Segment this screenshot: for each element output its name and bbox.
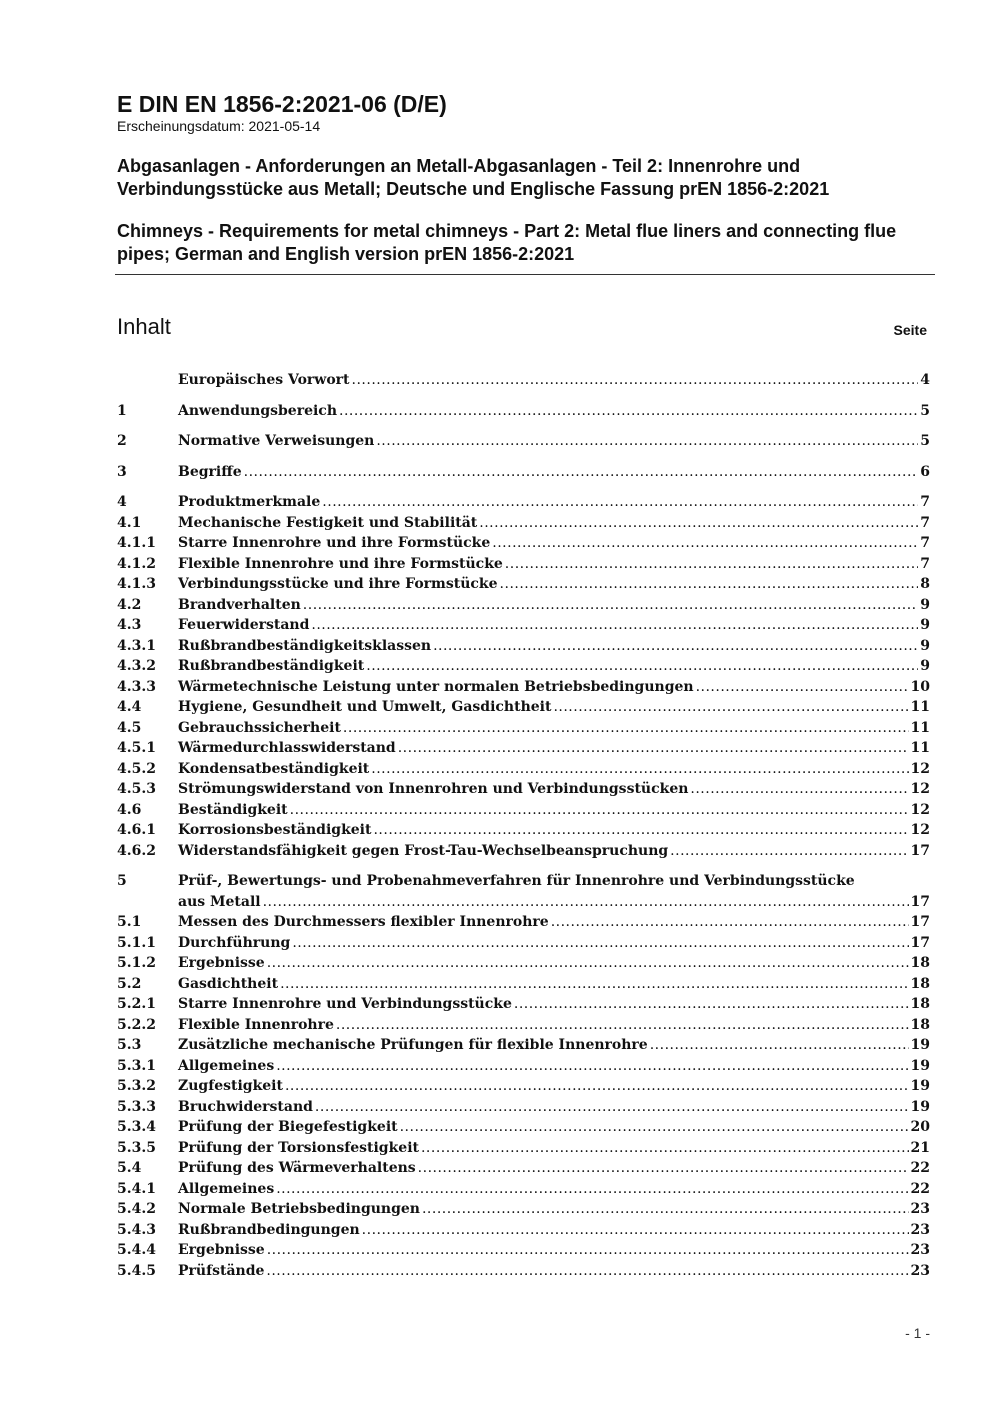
toc-entry-page: 7 (920, 535, 930, 551)
toc-entry-number: 5.3.2 (117, 1078, 156, 1094)
toc-leader-dots (322, 492, 918, 513)
toc-entry-title: Europäisches Vorwort (178, 372, 350, 388)
toc-entry-number: 4.3.2 (117, 658, 156, 674)
toc-entry[interactable] (117, 492, 930, 513)
toc-entry-page: 19 (910, 1057, 930, 1074)
toc-heading-row (117, 312, 927, 342)
toc-entry-page: 21 (910, 1139, 930, 1156)
toc-entry-title: Zusätzliche mechanische Prüfungen für flexible Innenrohre (178, 1037, 648, 1053)
toc-entry-title: Rußbrandbeständigkeitsklassen (178, 637, 432, 654)
toc-entry-title: Strömungswiderstand von Innenrohren und Verbindungsstücken (178, 781, 689, 797)
page-number: - 1 - (905, 1325, 930, 1341)
toc-entry-number: 4.5 (117, 719, 142, 736)
toc-leader-dots (280, 974, 908, 995)
toc-entry-title: Brandverhalten (178, 596, 301, 613)
toc-entry-page: 19 (910, 1098, 930, 1115)
document-id: E DIN EN 1856-2:2021-06 (D/E) (117, 91, 447, 117)
toc-entry-page: 17 (910, 842, 930, 859)
toc-entry-title: Messen des Durchmessers flexibler Innenrohre (178, 914, 549, 930)
toc-entry-page: 11 (910, 740, 930, 756)
toc-entry[interactable] (117, 1179, 930, 1200)
toc-leader-dots (303, 595, 918, 616)
toc-entry-number: 5.4.3 (117, 1221, 156, 1238)
toc-entry-number: 4.4 (117, 699, 142, 715)
toc-entry-number: 4.3.1 (117, 637, 156, 654)
toc-entry-title: Normale Betriebsbedingungen (178, 1201, 420, 1217)
toc-entry-number: 4 (117, 494, 127, 510)
toc-entry[interactable] (117, 974, 930, 995)
toc-entry-title: Korrosionsbeständigkeit (178, 822, 372, 838)
toc-entry-number: 5.1.1 (117, 934, 156, 951)
toc-entry[interactable] (117, 697, 930, 718)
toc-entry-number: 4.1.2 (117, 555, 156, 572)
toc-leader-dots (263, 892, 909, 913)
toc-leader-dots (418, 1158, 909, 1179)
toc-leader-dots (371, 759, 908, 780)
toc-entry[interactable] (117, 800, 930, 821)
toc-entry[interactable] (117, 759, 930, 780)
toc-leader-dots (343, 718, 909, 739)
toc-entry-number: 5.3.3 (117, 1098, 156, 1115)
toc-entry-number: 4.5.3 (117, 781, 156, 797)
toc-leader-dots (267, 1240, 909, 1261)
toc-entry[interactable] (117, 1220, 930, 1241)
toc-entry-number: 4.3.3 (117, 678, 156, 695)
toc-entry-page: 23 (910, 1201, 930, 1217)
toc-entry-page: 12 (910, 760, 930, 777)
toc-leader-dots (492, 533, 918, 554)
toc-entry-title: Kondensatbeständigkeit (178, 760, 370, 777)
toc-leader-dots (400, 1117, 909, 1138)
toc-entry-number: 5.3 (117, 1037, 142, 1053)
toc-leader-dots (690, 779, 908, 800)
toc-entry[interactable] (117, 841, 930, 862)
toc-entry-number: 4.5.1 (117, 740, 156, 756)
document-header (117, 90, 935, 266)
toc-leader-dots (376, 431, 918, 452)
toc-entry-title: Produktmerkmale (178, 494, 321, 510)
toc-entry[interactable] (117, 1261, 930, 1282)
toc-entry-number: 4.1 (117, 514, 142, 531)
toc-entry-number: 4.6 (117, 801, 142, 818)
toc-entry-page: 6 (920, 463, 930, 480)
toc-leader-dots (244, 462, 919, 483)
toc-entry-number: 5.2 (117, 975, 142, 992)
toc-entry-page: 23 (910, 1221, 930, 1238)
toc-leader-dots (650, 1035, 909, 1056)
toc-entry[interactable] (117, 1158, 930, 1179)
toc-entry[interactable] (117, 1015, 930, 1036)
toc-leader-dots (315, 1097, 909, 1118)
toc-entry-page: 4 (920, 372, 930, 388)
toc-entry-number: 5.3.1 (117, 1057, 156, 1074)
toc-leader-dots (514, 994, 909, 1015)
toc-entry-title: Begriffe (178, 463, 242, 480)
toc-leader-dots (433, 636, 918, 657)
toc-entry-number: 5.4.1 (117, 1180, 156, 1197)
toc-entry-page: 5 (920, 433, 930, 449)
toc-leader-dots (373, 820, 908, 841)
toc-entry-page: 5 (920, 402, 930, 419)
toc-entry-title: Anwendungsbereich (178, 402, 337, 419)
toc-leader-dots (505, 554, 918, 575)
toc-entry[interactable] (117, 656, 930, 677)
toc-heading: Inhalt (117, 314, 171, 339)
toc-entry-page: 18 (910, 975, 930, 992)
toc-entry[interactable] (117, 1240, 930, 1261)
toc-entry-number: 5.1.2 (117, 955, 156, 971)
toc-entry-title: Zugfestigkeit (178, 1078, 283, 1094)
toc-entry-title: Rußbrandbeständigkeit (178, 658, 365, 674)
toc-entry[interactable] (117, 401, 930, 422)
toc-entry[interactable] (117, 431, 930, 452)
table-of-contents (117, 370, 930, 1281)
toc-entry-title: Ergebnisse (178, 1242, 265, 1258)
toc-entry-title: Allgemeines (178, 1180, 275, 1197)
toc-leader-dots (266, 1261, 908, 1282)
toc-leader-dots (362, 1220, 909, 1241)
toc-entry-number: 4.3 (117, 617, 142, 633)
toc-entry-title: Bruchwiderstand (178, 1098, 313, 1115)
toc-entry-page: 20 (910, 1119, 930, 1135)
toc-entry-title: Normative Verweisungen (178, 433, 375, 449)
toc-entry-page: 7 (920, 494, 930, 510)
toc-entry[interactable] (117, 912, 930, 933)
toc-entry-number: 5.4.5 (117, 1262, 156, 1279)
toc-leader-dots (366, 656, 918, 677)
toc-entry[interactable] (117, 738, 930, 759)
toc-entry-title: Prüfung der Biegefestigkeit (178, 1119, 398, 1135)
toc-entry-number: 1 (117, 402, 127, 419)
toc-entry-page: 9 (920, 637, 930, 654)
toc-entry[interactable] (117, 820, 930, 841)
toc-leader-dots (479, 513, 918, 534)
toc-entry-page: 12 (910, 801, 930, 818)
toc-entry-number: 5.4.4 (117, 1242, 156, 1258)
toc-entry[interactable] (117, 533, 930, 554)
toc-leader-dots (398, 738, 909, 759)
toc-entry-title: Wärmedurchlasswiderstand (178, 740, 396, 756)
toc-entry[interactable] (117, 718, 930, 739)
toc-entry-number: 5 (117, 873, 127, 889)
toc-leader-dots (292, 933, 908, 954)
toc-entry[interactable] (117, 1097, 930, 1118)
toc-entry[interactable] (117, 370, 930, 391)
toc-entry-page: 18 (910, 1016, 930, 1033)
toc-entry-title: Prüf-, Bewertungs- und Probenahmeverfahren für Innenrohre und Verbindungsstücke (178, 873, 855, 889)
toc-entry[interactable] (117, 1138, 930, 1159)
toc-entry-page: 9 (920, 596, 930, 613)
toc-entry[interactable] (117, 1035, 930, 1056)
toc-entry-page: 9 (920, 617, 930, 633)
toc-leader-dots (500, 574, 919, 595)
toc-entry[interactable] (117, 554, 930, 575)
toc-entry-page: 11 (910, 699, 930, 715)
toc-leader-dots (290, 800, 909, 821)
toc-entry-number: 5.2.1 (117, 996, 156, 1012)
toc-entry-page: 23 (910, 1242, 930, 1258)
toc-entry[interactable] (117, 1117, 930, 1138)
toc-entry-title: Feuerwiderstand (178, 617, 310, 633)
toc-entry-number: 4.5.2 (117, 760, 156, 777)
toc-entry-title: Starre Innenrohre und ihre Formstücke (178, 535, 491, 551)
toc-leader-dots (553, 697, 908, 718)
toc-leader-dots (421, 1138, 909, 1159)
toc-entry[interactable] (117, 1056, 930, 1077)
toc-entry-page: 9 (920, 658, 930, 674)
toc-leader-dots (276, 1179, 908, 1200)
toc-entry-page: 18 (910, 996, 930, 1012)
toc-entry[interactable] (117, 953, 930, 974)
toc-entry-page: 22 (910, 1160, 930, 1176)
toc-entry-title: Allgemeines (178, 1057, 275, 1074)
toc-entry-number: 4.1.1 (117, 535, 156, 551)
toc-entry-page: 19 (910, 1037, 930, 1053)
toc-entry-number: 5.3.4 (117, 1119, 156, 1135)
toc-leader-dots (285, 1076, 909, 1097)
toc-entry[interactable] (117, 677, 930, 698)
toc-entry-title: Prüfstände (178, 1262, 265, 1279)
toc-entry-title: Verbindungsstücke und ihre Formstücke (178, 576, 498, 592)
toc-entry-title: Ergebnisse (178, 955, 265, 971)
toc-entry-number: 5.1 (117, 914, 142, 930)
toc-entry-page: 23 (910, 1262, 930, 1279)
toc-entry-title: Prüfung des Wärmeverhaltens (178, 1160, 416, 1176)
toc-entry[interactable] (117, 574, 930, 595)
toc-entry-page: 7 (920, 555, 930, 572)
toc-leader-dots (551, 912, 909, 933)
toc-entry-number: 4.6.2 (117, 842, 156, 859)
toc-leader-dots (670, 841, 908, 862)
toc-entry[interactable] (117, 595, 930, 616)
toc-entry-number: 2 (117, 433, 127, 449)
publication-date: Erscheinungsdatum: 2021-05-14 (117, 118, 321, 134)
toc-entry-page: 11 (910, 719, 930, 736)
toc-entry-page: 22 (910, 1180, 930, 1197)
toc-leader-dots (352, 370, 919, 391)
toc-entry-title: Gebrauchssicherheit (178, 719, 341, 736)
toc-entry[interactable] (117, 871, 930, 912)
toc-entry-page: 8 (920, 576, 930, 592)
toc-leader-dots (422, 1199, 909, 1220)
toc-entry[interactable] (117, 1199, 930, 1220)
toc-entry-number: 5.2.2 (117, 1016, 156, 1033)
toc-entry[interactable] (117, 933, 930, 954)
toc-entry-number: 5.4 (117, 1160, 142, 1176)
toc-leader-dots (336, 1015, 909, 1036)
toc-entry-title: Widerstandsfähigkeit gegen Frost-Tau-Wechselbeanspruchung (178, 842, 669, 859)
toc-leader-dots (311, 615, 918, 636)
toc-entry[interactable] (117, 994, 930, 1015)
toc-entry-number: 5.3.5 (117, 1139, 156, 1156)
toc-leader-dots (267, 953, 909, 974)
toc-entry[interactable] (117, 513, 930, 534)
header-divider (115, 274, 935, 275)
toc-entry-page: 19 (910, 1078, 930, 1094)
toc-entry-title: Durchführung (178, 934, 291, 951)
toc-entry[interactable] (117, 779, 930, 800)
toc-entry-title: Mechanische Festigkeit und Stabilität (178, 514, 478, 531)
toc-entry-page: 7 (920, 514, 930, 531)
toc-entry-title: Wärmetechnische Leistung unter normalen Betriebsbedingungen (178, 678, 694, 695)
toc-entry-title: Rußbrandbedingungen (178, 1221, 360, 1238)
toc-entry-title: Flexible Innenrohre (178, 1016, 334, 1033)
toc-entry-page: 10 (910, 678, 930, 695)
toc-entry-page: 12 (910, 822, 930, 838)
toc-entry[interactable] (117, 1076, 930, 1097)
toc-page-column-label: Seite (893, 322, 927, 338)
toc-entry-number: 4.2 (117, 596, 142, 613)
title-english: Chimneys - Requirements for metal chimneys - Part 2: Metal flue liners and connecting flue pipes; German and English version prEN 1856-2:2021 (117, 221, 897, 264)
toc-entry-number: 4.1.3 (117, 576, 156, 592)
title-german: Abgasanlagen - Anforderungen an Metall-Abgasanlagen - Teil 2: Innenrohre und Verbindungsstücke aus Metall; Deutsche und Englische Fassung prEN 1856-2:2021 (117, 156, 830, 199)
toc-entry-title: Prüfung der Torsionsfestigkeit (178, 1139, 419, 1156)
toc-entry-page: 12 (910, 781, 930, 797)
toc-entry-title: Starre Innenrohre und Verbindungsstücke (178, 996, 512, 1012)
toc-entry-page: 17 (910, 893, 930, 910)
toc-entry-number: 4.6.1 (117, 822, 156, 838)
toc-entry-title-continued: aus Metall (178, 893, 261, 910)
toc-entry-page: 18 (910, 955, 930, 971)
toc-entry-number: 3 (117, 463, 127, 480)
toc-entry-title: Hygiene, Gesundheit und Umwelt, Gasdichtheit (178, 699, 552, 715)
toc-entry-title: Flexible Innenrohre und ihre Formstücke (178, 555, 503, 572)
toc-leader-dots (276, 1056, 908, 1077)
toc-entry-page: 17 (910, 934, 930, 951)
toc-entry-page: 17 (910, 914, 930, 930)
toc-entry-number: 5.4.2 (117, 1201, 156, 1217)
toc-entry[interactable] (117, 615, 930, 636)
toc-leader-dots (339, 401, 918, 422)
toc-entry[interactable] (117, 636, 930, 657)
toc-entry-title: Gasdichtheit (178, 975, 279, 992)
toc-leader-dots (696, 677, 909, 698)
toc-entry-title: Beständigkeit (178, 801, 288, 818)
toc-entry[interactable] (117, 462, 930, 483)
